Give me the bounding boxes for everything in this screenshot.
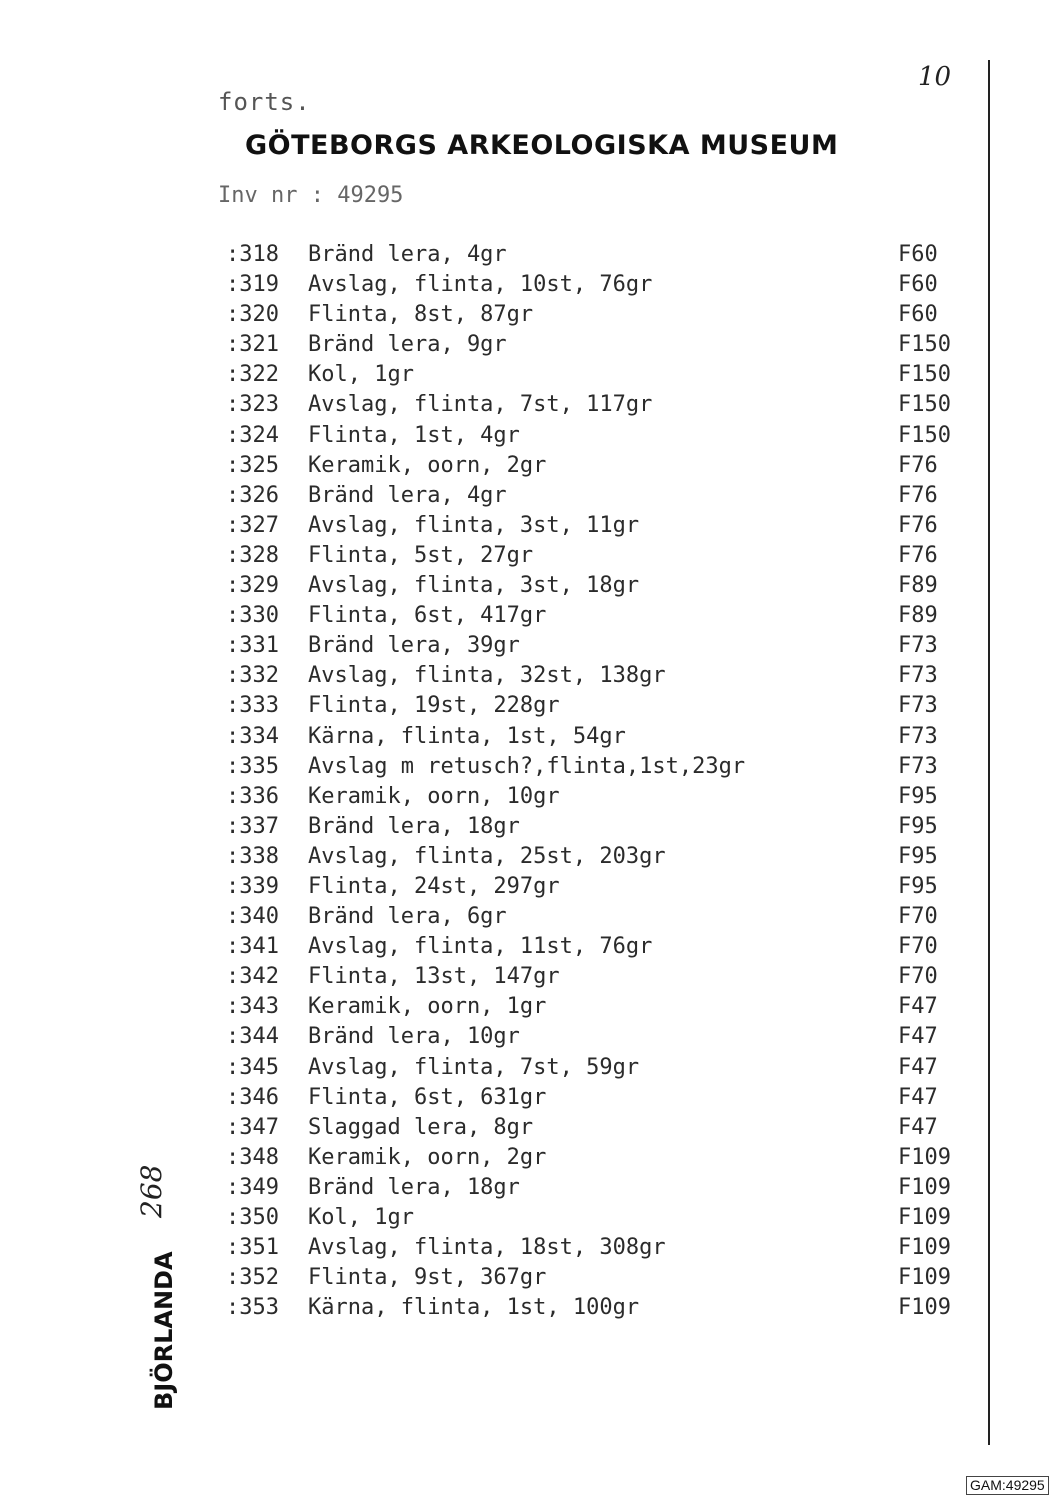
entry-number: :323 bbox=[226, 392, 279, 418]
entry-find-number: F70 bbox=[898, 934, 938, 960]
entry-description: Flinta, 13st, 147gr bbox=[308, 964, 560, 990]
entry-description: Flinta, 24st, 297gr bbox=[308, 873, 560, 899]
list-item bbox=[226, 362, 976, 392]
list-item bbox=[226, 1265, 976, 1295]
list-item bbox=[226, 663, 976, 693]
entry-description: Keramik, oorn, 2gr bbox=[308, 452, 547, 478]
entry-number: :344 bbox=[226, 1024, 279, 1050]
entry-find-number: F47 bbox=[898, 1054, 938, 1080]
entry-find-number: F76 bbox=[898, 452, 938, 478]
list-item bbox=[226, 302, 976, 332]
entry-description: Keramik, oorn, 10gr bbox=[308, 783, 560, 809]
entry-description: Bränd lera, 18gr bbox=[308, 1174, 520, 1200]
entry-description: Kärna, flinta, 1st, 100gr bbox=[308, 1295, 640, 1321]
right-margin-line bbox=[988, 60, 990, 1445]
entry-number: :326 bbox=[226, 482, 279, 508]
entry-description: Flinta, 8st, 87gr bbox=[308, 302, 534, 328]
entry-number: :322 bbox=[226, 362, 279, 388]
entry-number: :348 bbox=[226, 1144, 279, 1170]
entry-find-number: F70 bbox=[898, 964, 938, 990]
entry-description: Avslag, flinta, 7st, 59gr bbox=[308, 1054, 640, 1080]
entry-number: :336 bbox=[226, 783, 279, 809]
list-item bbox=[226, 1115, 976, 1145]
entry-find-number: F109 bbox=[898, 1174, 951, 1200]
entry-number: :333 bbox=[226, 693, 279, 719]
list-item bbox=[226, 513, 976, 543]
entry-number: :341 bbox=[226, 934, 279, 960]
entry-find-number: F60 bbox=[898, 302, 938, 328]
entry-find-number: F150 bbox=[898, 332, 951, 358]
entry-description: Avslag, flinta, 7st, 117gr bbox=[308, 392, 653, 418]
entry-find-number: F150 bbox=[898, 362, 951, 388]
list-item bbox=[226, 693, 976, 723]
list-item bbox=[226, 392, 976, 422]
entry-number: :321 bbox=[226, 332, 279, 358]
continued-label: forts. bbox=[218, 88, 311, 116]
list-item bbox=[226, 724, 976, 754]
entry-find-number: F109 bbox=[898, 1144, 951, 1170]
side-number: 268 bbox=[135, 1164, 168, 1218]
entry-find-number: F60 bbox=[898, 242, 938, 267]
entry-description: Avslag, flinta, 32st, 138gr bbox=[308, 663, 666, 689]
entry-description: Flinta, 5st, 27gr bbox=[308, 542, 534, 568]
entry-list bbox=[226, 242, 976, 1325]
entry-number: :351 bbox=[226, 1235, 279, 1261]
list-item bbox=[226, 814, 976, 844]
entry-description: Bränd lera, 6gr bbox=[308, 904, 507, 930]
entry-find-number: F60 bbox=[898, 272, 938, 298]
list-item bbox=[226, 603, 976, 633]
entry-find-number: F95 bbox=[898, 873, 938, 899]
entry-description: Flinta, 6st, 417gr bbox=[308, 603, 547, 629]
entry-find-number: F95 bbox=[898, 783, 938, 809]
entry-number: :318 bbox=[226, 242, 279, 267]
entry-number: :350 bbox=[226, 1205, 279, 1230]
entry-number: :330 bbox=[226, 603, 279, 629]
entry-number: :331 bbox=[226, 633, 279, 659]
archive-stamp: GAM:49295 bbox=[966, 1476, 1049, 1495]
entry-find-number: F150 bbox=[898, 422, 951, 448]
entry-number: :352 bbox=[226, 1265, 279, 1291]
entry-find-number: F47 bbox=[898, 994, 938, 1020]
entry-find-number: F70 bbox=[898, 904, 938, 930]
inventory-number: Inv nr : 49295 bbox=[218, 183, 404, 208]
list-item bbox=[226, 1175, 976, 1205]
entry-description: Bränd lera, 4gr bbox=[308, 242, 507, 267]
entry-description: Bränd lera, 39gr bbox=[308, 633, 520, 659]
entry-find-number: F109 bbox=[898, 1265, 951, 1291]
list-item bbox=[226, 423, 976, 453]
entry-find-number: F47 bbox=[898, 1084, 938, 1110]
entry-find-number: F47 bbox=[898, 1114, 938, 1140]
entry-number: :340 bbox=[226, 904, 279, 930]
list-item bbox=[226, 784, 976, 814]
entry-number: :328 bbox=[226, 542, 279, 568]
entry-find-number: F76 bbox=[898, 512, 938, 538]
entry-find-number: F73 bbox=[898, 723, 938, 749]
entry-find-number: F73 bbox=[898, 693, 938, 719]
entry-description: Flinta, 9st, 367gr bbox=[308, 1265, 547, 1291]
entry-number: :319 bbox=[226, 272, 279, 298]
entry-number: :342 bbox=[226, 964, 279, 990]
list-item bbox=[226, 904, 976, 934]
entry-description: Bränd lera, 18gr bbox=[308, 813, 520, 839]
list-item bbox=[226, 1145, 976, 1175]
entry-description: Keramik, oorn, 1gr bbox=[308, 994, 547, 1020]
entry-number: :339 bbox=[226, 873, 279, 899]
entry-find-number: F109 bbox=[898, 1235, 951, 1261]
entry-description: Kol, 1gr bbox=[308, 362, 414, 388]
list-item bbox=[226, 1205, 976, 1235]
entry-number: :346 bbox=[226, 1084, 279, 1110]
list-item bbox=[226, 453, 976, 483]
entry-description: Flinta, 6st, 631gr bbox=[308, 1084, 547, 1110]
entry-find-number: F73 bbox=[898, 663, 938, 689]
entry-number: :325 bbox=[226, 452, 279, 478]
list-item bbox=[226, 543, 976, 573]
entry-description: Avslag, flinta, 10st, 76gr bbox=[308, 272, 653, 298]
list-item bbox=[226, 934, 976, 964]
entry-number: :349 bbox=[226, 1174, 279, 1200]
list-item bbox=[226, 1055, 976, 1085]
entry-number: :329 bbox=[226, 573, 279, 599]
list-item bbox=[226, 573, 976, 603]
list-item bbox=[226, 1235, 976, 1265]
entry-description: Flinta, 19st, 228gr bbox=[308, 693, 560, 719]
entry-find-number: F76 bbox=[898, 482, 938, 508]
list-item bbox=[226, 332, 976, 362]
list-item bbox=[226, 1295, 976, 1325]
entry-description: Avslag, flinta, 18st, 308gr bbox=[308, 1235, 666, 1261]
list-item bbox=[226, 272, 976, 302]
entry-find-number: F76 bbox=[898, 542, 938, 568]
list-item bbox=[226, 242, 976, 272]
entry-description: Avslag m retusch?,flinta,1st,23gr bbox=[308, 753, 746, 779]
list-item bbox=[226, 483, 976, 513]
entry-description: Keramik, oorn, 2gr bbox=[308, 1144, 547, 1170]
list-item bbox=[226, 1085, 976, 1115]
entry-number: :332 bbox=[226, 663, 279, 689]
entry-number: :345 bbox=[226, 1054, 279, 1080]
entry-number: :320 bbox=[226, 302, 279, 328]
entry-number: :324 bbox=[226, 422, 279, 448]
entry-number: :334 bbox=[226, 723, 279, 749]
entry-find-number: F73 bbox=[898, 753, 938, 779]
entry-number: :343 bbox=[226, 994, 279, 1020]
list-item bbox=[226, 754, 976, 784]
entry-find-number: F89 bbox=[898, 573, 938, 599]
entry-description: Kol, 1gr bbox=[308, 1205, 414, 1230]
entry-number: :338 bbox=[226, 843, 279, 869]
entry-find-number: F95 bbox=[898, 813, 938, 839]
entry-description: Avslag, flinta, 25st, 203gr bbox=[308, 843, 666, 869]
entry-description: Slaggad lera, 8gr bbox=[308, 1114, 534, 1140]
list-item bbox=[226, 844, 976, 874]
entry-description: Avslag, flinta, 3st, 18gr bbox=[308, 573, 640, 599]
entry-description: Kärna, flinta, 1st, 54gr bbox=[308, 723, 626, 749]
entry-number: :335 bbox=[226, 753, 279, 779]
entry-number: :327 bbox=[226, 512, 279, 538]
entry-find-number: F150 bbox=[898, 392, 951, 418]
entry-find-number: F47 bbox=[898, 1024, 938, 1050]
entry-description: Bränd lera, 9gr bbox=[308, 332, 507, 358]
entry-description: Avslag, flinta, 3st, 11gr bbox=[308, 512, 640, 538]
entry-description: Flinta, 1st, 4gr bbox=[308, 422, 520, 448]
entry-find-number: F109 bbox=[898, 1205, 951, 1230]
museum-title: GÖTEBORGS ARKEOLOGISKA MUSEUM bbox=[245, 130, 839, 161]
list-item bbox=[226, 874, 976, 904]
entry-description: Bränd lera, 10gr bbox=[308, 1024, 520, 1050]
list-item bbox=[226, 994, 976, 1024]
entry-find-number: F89 bbox=[898, 603, 938, 629]
side-label: BJÖRLANDA bbox=[150, 1251, 178, 1410]
page-number: 10 bbox=[918, 62, 952, 92]
entry-description: Bränd lera, 4gr bbox=[308, 482, 507, 508]
entry-find-number: F95 bbox=[898, 843, 938, 869]
entry-description: Avslag, flinta, 11st, 76gr bbox=[308, 934, 653, 960]
list-item bbox=[226, 1024, 976, 1054]
entry-number: :347 bbox=[226, 1114, 279, 1140]
list-item bbox=[226, 633, 976, 663]
entry-find-number: F109 bbox=[898, 1295, 951, 1321]
entry-number: :353 bbox=[226, 1295, 279, 1321]
entry-number: :337 bbox=[226, 813, 279, 839]
list-item bbox=[226, 964, 976, 994]
entry-find-number: F73 bbox=[898, 633, 938, 659]
